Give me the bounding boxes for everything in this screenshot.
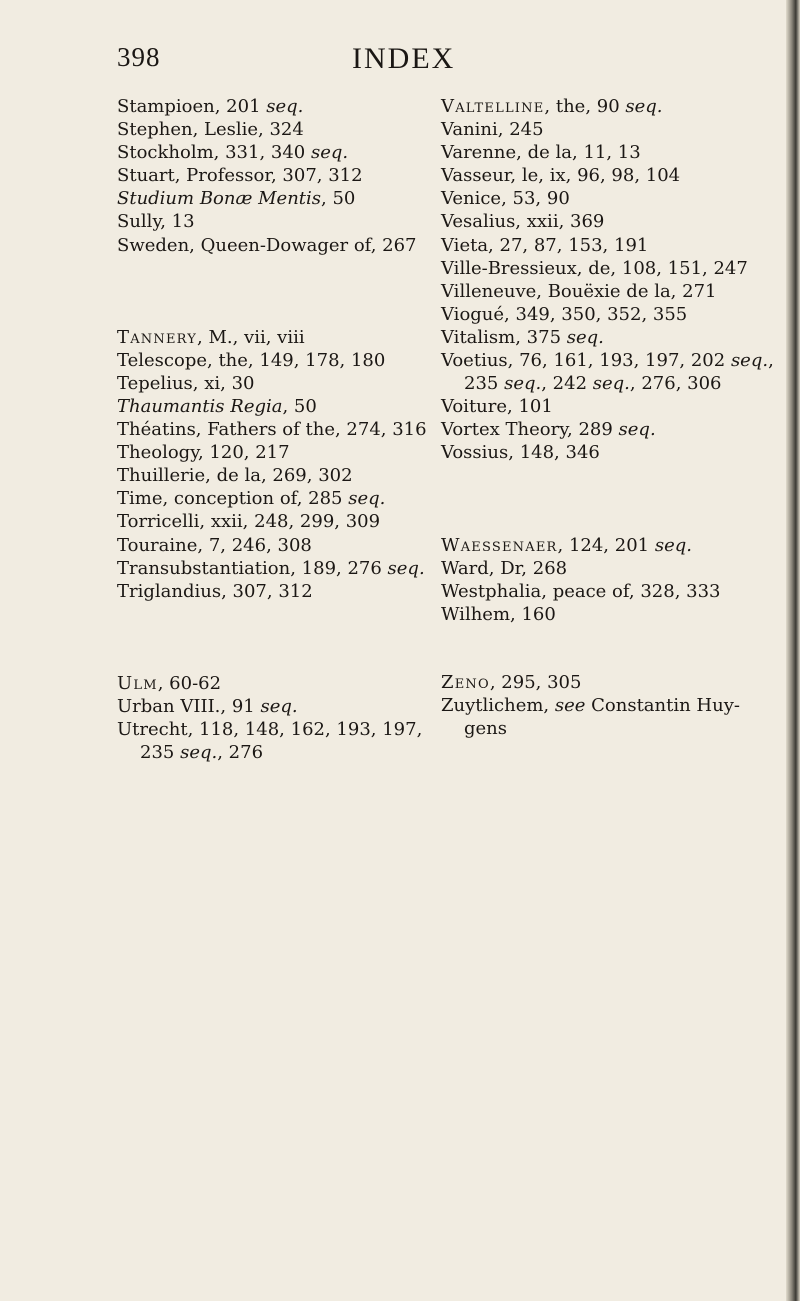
entry-text: Stampioen, 201 (117, 96, 267, 117)
index-entry-line (117, 372, 457, 395)
index-column-right (441, 95, 781, 740)
index-entry-line (441, 557, 781, 580)
index-entry-line (117, 534, 457, 557)
entry-text: , (768, 350, 774, 372)
index-entry-voiture (441, 395, 781, 418)
index-entry-transubstantiation (117, 557, 457, 580)
italic-text: seq. (618, 419, 656, 441)
entry-text: Telescope, the, 149, 178, 180 (117, 349, 386, 371)
index-entry-vortex (441, 418, 781, 441)
small-caps-heading: Tannery (117, 326, 198, 348)
italic-text: seq. (266, 96, 304, 117)
entry-text: Ward, Dr, 268 (441, 557, 568, 579)
index-entry-theatins (117, 418, 457, 441)
index-entry-torricelli (117, 510, 457, 533)
italic-text: seq. (625, 96, 663, 117)
index-entry-wilhem (441, 603, 781, 626)
index-entry-continuation (441, 717, 781, 740)
entry-text: Torricelli, xxii, 248, 299, 309 (117, 511, 381, 533)
index-entry-waessenaer (441, 534, 781, 557)
italic-text: Thaumantis Regia (117, 395, 283, 417)
index-entry-line (441, 326, 781, 349)
index-entry-line (117, 118, 457, 141)
italic-text: seq. (592, 373, 630, 395)
index-entry-stuart (117, 164, 457, 187)
italic-text: seq. (730, 350, 769, 372)
section-gap (117, 603, 457, 672)
index-entry-line (441, 418, 781, 441)
index-entry-line (441, 280, 781, 303)
italic-text: seq. (654, 534, 692, 556)
entry-text: , 295, 305 (489, 671, 582, 693)
entry-text: Stockholm, 331, 340 (117, 142, 311, 164)
small-caps-heading: Ulm (117, 672, 158, 694)
italic-text: seq. (310, 142, 349, 164)
section-gap (441, 626, 781, 671)
entry-text: Thuillerie, de la, 269, 302 (117, 465, 353, 487)
page-edge-shadow (786, 0, 800, 1301)
index-entry-line (441, 118, 781, 141)
index-entry-line (117, 580, 457, 603)
entry-text: , M., vii, viii (197, 326, 305, 348)
entry-text: , 276, 306 (629, 373, 722, 395)
index-entry-line (117, 210, 457, 233)
entry-text: Vesalius, xxii, 369 (441, 211, 605, 233)
entry-text: Touraine, 7, 246, 308 (117, 534, 312, 556)
entry-text: Voiture, 101 (441, 396, 553, 418)
index-entry-sully (117, 210, 457, 233)
entry-text: Triglandius, 307, 312 (117, 580, 313, 602)
index-entry-line (117, 695, 457, 718)
entry-text: Vitalism, 375 (441, 326, 567, 348)
entry-text: Time, conception of, 285 (117, 488, 349, 510)
entry-text: Sully, 13 (117, 211, 195, 233)
index-entry-stockholm (117, 141, 457, 164)
index-entry-line (117, 487, 457, 510)
index-entry-line (441, 395, 781, 418)
index-entry-line (117, 464, 457, 487)
italic-text: seq. (504, 373, 542, 395)
entry-text: Venice, 53, 90 (441, 188, 570, 210)
entry-text: Vossius, 148, 346 (441, 442, 600, 464)
entry-text: Sweden, Queen-Dowager of, 267 (117, 234, 417, 256)
entry-text: Zuytlichem, (441, 694, 555, 716)
entry-text: gens (464, 718, 508, 740)
italic-text: seq. (566, 326, 604, 348)
entry-text: , 60-62 (157, 672, 222, 694)
entry-text: 235 (464, 373, 505, 395)
entry-text: , 50 (282, 395, 317, 417)
index-entry-line (441, 349, 781, 372)
index-entry-vieta (441, 234, 781, 257)
index-entry-line (441, 95, 781, 118)
index-entry-line (441, 257, 781, 280)
entry-text: Wilhem, 160 (441, 603, 556, 625)
index-entry-line (117, 557, 457, 580)
italic-text: seq. (348, 488, 386, 510)
section-gap (441, 465, 781, 534)
index-entry-vesalius (441, 210, 781, 233)
index-entry-villeneuve (441, 280, 781, 303)
index-entry-line (441, 164, 781, 187)
index-entry-line (117, 418, 457, 441)
entry-text: Vortex Theory, 289 (441, 419, 619, 441)
entry-text: Transubstantiation, 189, 276 (117, 557, 388, 579)
index-entry-line (441, 187, 781, 210)
page-number: 398 (117, 42, 161, 72)
index-entry-vossius (441, 441, 781, 464)
index-entry-vanini (441, 118, 781, 141)
index-entry-line (441, 234, 781, 257)
index-entry-line (117, 718, 457, 741)
index-entry-line (441, 141, 781, 164)
index-entry-line (117, 164, 457, 187)
index-entry-sweden (117, 234, 457, 257)
entry-text: Utrecht, 118, 148, 162, 193, 197, (117, 718, 423, 740)
index-entry-line (117, 326, 457, 349)
small-caps-heading: Waessenaer (441, 534, 558, 556)
index-entry-line (441, 534, 781, 557)
entry-text: Varenne, de la, 11, 13 (441, 142, 641, 164)
italic-text: Studium Bonæ Mentis (117, 188, 322, 210)
index-column-left (117, 95, 457, 764)
index-entry-line (117, 187, 457, 210)
entry-text: , 276 (217, 742, 264, 764)
index-entry-ville-bressieux (441, 257, 781, 280)
entry-text: Ville-Bressieux, de, 108, 151, 247 (441, 257, 748, 279)
italic-text: seq. (260, 695, 298, 717)
index-entry-line (441, 303, 781, 326)
index-entry-line (117, 349, 457, 372)
index-entry-varenne (441, 141, 781, 164)
index-entry-stampioen (117, 95, 457, 118)
entry-text: Vasseur, le, ix, 96, 98, 104 (441, 165, 681, 187)
index-entry-touraine (117, 534, 457, 557)
index-entry-tannery (117, 326, 457, 349)
entry-text: , 50 (321, 188, 356, 210)
entry-text: Urban VIII., 91 (117, 695, 261, 717)
index-entry-vasseur (441, 164, 781, 187)
italic-text: seq. (180, 742, 218, 764)
index-entry-line (441, 580, 781, 603)
index-entry-line (117, 672, 457, 695)
index-entry-line (117, 234, 457, 257)
entry-text: , 124, 201 (557, 534, 655, 556)
entry-text: , 242 (541, 373, 593, 395)
entry-text: Stephen, Leslie, 324 (117, 119, 304, 141)
index-entry-zeno (441, 671, 781, 694)
index-entry-line (441, 671, 781, 694)
index-entry-continuation (117, 741, 457, 764)
entry-text: Theology, 120, 217 (117, 442, 290, 464)
entry-text: Théatins, Fathers of the, 274, 316 (117, 419, 427, 441)
entry-text: Vieta, 27, 87, 153, 191 (441, 234, 649, 256)
index-entry-thuillerie (117, 464, 457, 487)
index-entry-line (117, 95, 457, 118)
index-entry-tepelius (117, 372, 457, 395)
entry-text: 235 (140, 742, 181, 764)
index-entry-time (117, 487, 457, 510)
entry-text: Stuart, Professor, 307, 312 (117, 165, 363, 187)
index-entry-vitalism (441, 326, 781, 349)
entry-text: Westphalia, peace of, 328, 333 (441, 580, 721, 602)
index-entry-voetius (441, 349, 781, 395)
index-entry-line (441, 694, 781, 717)
index-entry-line (117, 141, 457, 164)
entry-text: Constantin Huy- (585, 694, 740, 716)
index-entry-telescope (117, 349, 457, 372)
italic-text: seq. (387, 557, 425, 579)
small-caps-heading: Zeno (441, 671, 490, 693)
index-entry-venice (441, 187, 781, 210)
small-caps-heading: Valtelline (441, 96, 545, 117)
entry-text: Tepelius, xi, 30 (117, 372, 255, 394)
index-entry-valtelline (441, 95, 781, 118)
index-entry-thaumantis (117, 395, 457, 418)
running-head: INDEX (352, 42, 456, 75)
index-entry-westphalia (441, 580, 781, 603)
index-entry-studium (117, 187, 457, 210)
index-entry-theology (117, 441, 457, 464)
index-entry-continuation (441, 372, 781, 395)
index-entry-utrecht (117, 718, 457, 764)
index-entry-line (441, 210, 781, 233)
entry-text: , the, 90 (544, 96, 626, 117)
italic-text: see (554, 694, 586, 716)
entry-text: Viogué, 349, 350, 352, 355 (441, 303, 688, 325)
section-gap (117, 257, 457, 326)
index-entry-ward (441, 557, 781, 580)
index-entry-line (117, 395, 457, 418)
entry-text: Villeneuve, Bouëxie de la, 271 (441, 280, 717, 302)
index-entry-ulm (117, 672, 457, 695)
entry-text: Vanini, 245 (441, 119, 544, 141)
index-entry-line (441, 603, 781, 626)
index-entry-zuytlichem (441, 694, 781, 740)
index-entry-stephen (117, 118, 457, 141)
index-entry-urban (117, 695, 457, 718)
index-entry-triglandius (117, 580, 457, 603)
index-entry-line (441, 441, 781, 464)
entry-text: Voetius, 76, 161, 193, 197, 202 (441, 350, 731, 372)
index-entry-line (117, 441, 457, 464)
index-entry-line (117, 510, 457, 533)
index-entry-viogue (441, 303, 781, 326)
